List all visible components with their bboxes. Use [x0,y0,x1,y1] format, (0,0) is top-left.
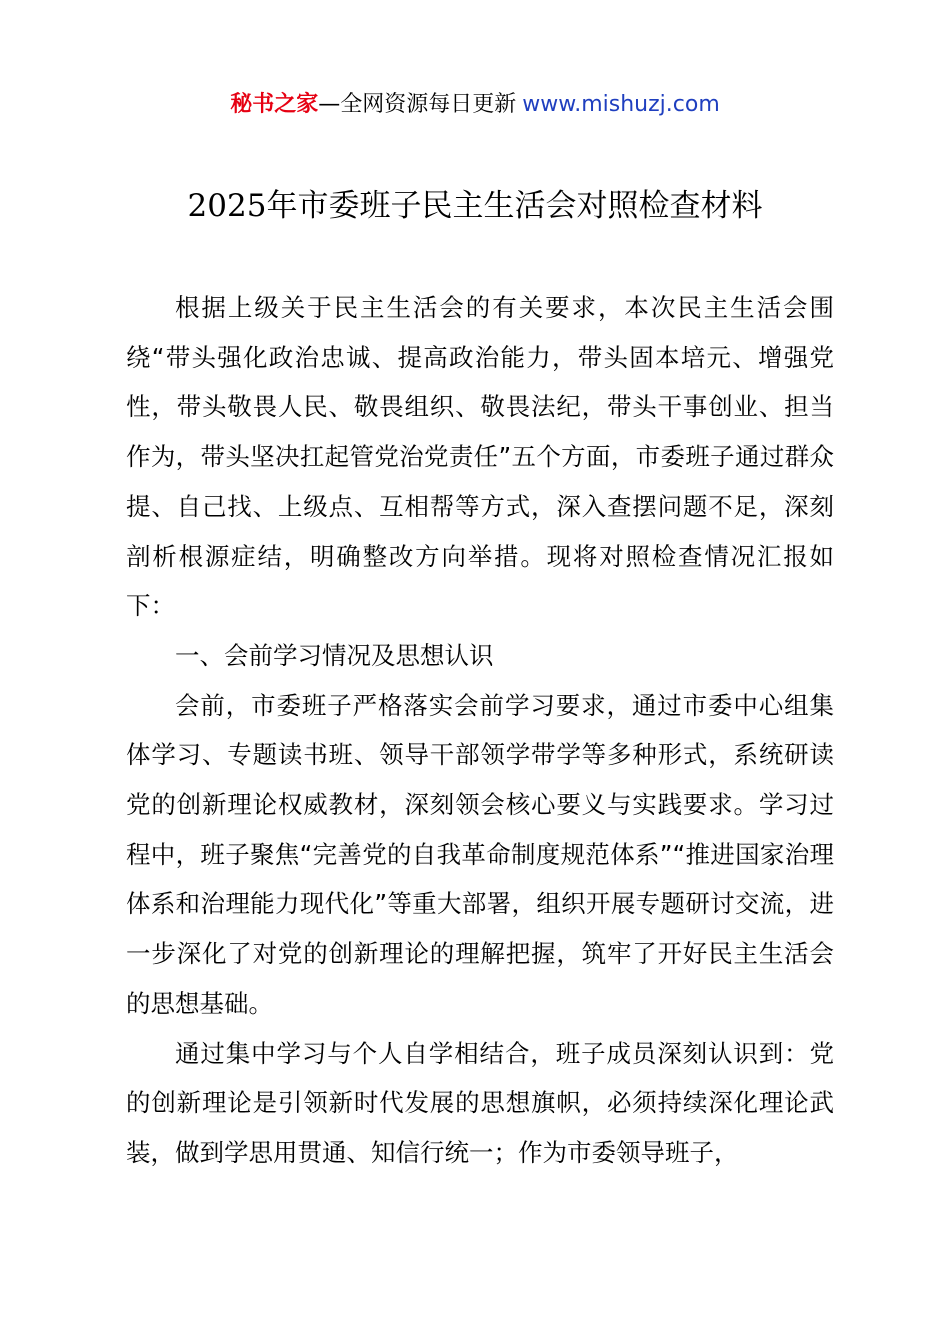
site-url-link[interactable]: www.mishuzj.com [522,92,720,117]
section-heading-1: 一、会前学习情况及思想认识 [175,640,494,670]
site-brand: 秘书之家 [230,92,319,117]
paragraph-intro: 根据上级关于民主生活会的有关要求，本次民主生活会围绕“带头强化政治忠诚、提高政治能力，带头固本培元、增强党性，带头敬畏人民、敬畏组织、敬畏法纪，带头干事创业、担当作为，带头坚决扛起管党治党责任”五个方面，市委班子通过群众提、自己找、上级点、互相帮等方式，深入查摆问题不足，深刻剖析根源症结，明确整改方向举措。现将对照检查情况汇报如下： [126,293,834,621]
site-header [0,88,950,122]
paragraph-understanding: 通过集中学习与个人自学相结合，班子成员深刻认识到：党的创新理论是引领新时代发展的思想旗帜，必须持续深化理论武装，做到学思用贯通、知信行统一；作为市委领导班子， [126,1038,834,1167]
site-slogan: —全网资源每日更新 [318,92,517,117]
document-title: 2025年市委班子民主生活会对照检查材料 [187,188,763,224]
document-body [126,283,834,1178]
paragraph-study: 会前，市委班子严格落实会前学习要求，通过市委中心组集体学习、专题读书班、领导干部领学带学等多种形式，系统研读党的创新理论权威教材，深刻领会核心要义与实践要求。学习过程中，班子聚焦“完善党的自我革命制度规范体系”“推进国家治理体系和治理能力现代化”等重大部署，组织开展专题研讨交流，进一步深化了对党的创新理论的理解把握，筑牢了开好民主生活会的思想基础。 [126,690,834,1018]
